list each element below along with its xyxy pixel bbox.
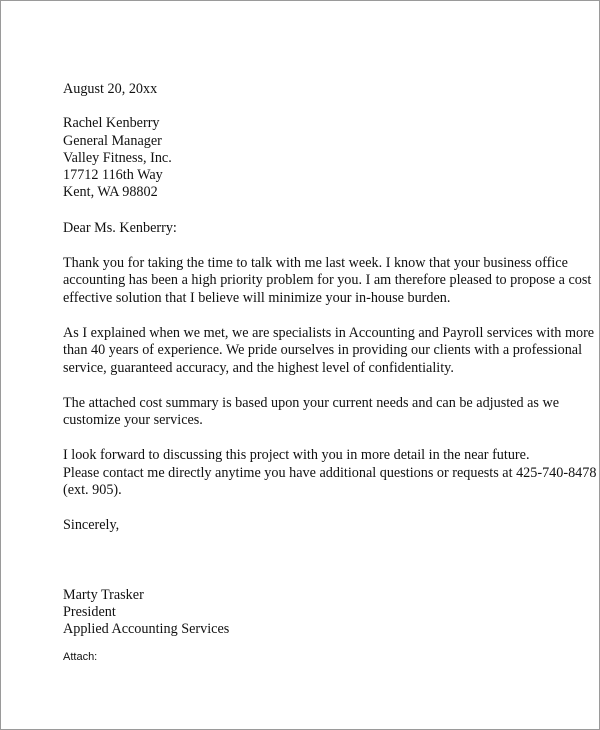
- date-text: August 20, 20xx: [63, 81, 158, 97]
- recipient-title: General Manager: [63, 132, 162, 149]
- paragraph-line: The attached cost summary is based upon your current needs and can be adjusted as we: [63, 394, 560, 411]
- paragraph-line: service, guaranteed accuracy, and the highest level of confidentiality.: [63, 359, 454, 376]
- attach-label: Attach:: [63, 650, 98, 663]
- closing: [63, 517, 583, 534]
- recipient-address-block: [63, 115, 583, 201]
- paragraph-line: effective solution that I believe will minimize your in-house burden.: [63, 289, 451, 306]
- paragraph-experience: [63, 324, 595, 377]
- sender-name: Marty Trasker: [63, 586, 144, 603]
- letter-body: [63, 81, 597, 664]
- paragraph-line: Thank you for taking the time to talk with me last week. I know that your business office: [63, 255, 568, 272]
- letter-date: [63, 81, 583, 98]
- paragraph-line: I look forward to discussing this project with you in more detail in the near future.: [63, 447, 530, 464]
- recipient-name: Rachel Kenberry: [63, 115, 160, 132]
- closing-text: Sincerely,: [63, 517, 120, 534]
- paragraph-line: Please contact me directly anytime you have additional questions or requests at 425-740-8478: [63, 464, 597, 481]
- attachment-note: [63, 650, 583, 664]
- salutation-text: Dear Ms. Kenberry:: [63, 219, 177, 236]
- paragraph-line: accounting has been a high priority problem for you. I am therefore pleased to propose a cost: [63, 272, 592, 289]
- sender-title: President: [63, 603, 116, 620]
- recipient-city: Kent, WA 98802: [63, 184, 158, 201]
- paragraph-line: than 40 years of experience. We pride ourselves in providing our clients with a professional: [63, 342, 583, 359]
- paragraph-contact: [63, 447, 597, 499]
- sender-company: Applied Accounting Services: [63, 621, 230, 638]
- recipient-company: Valley Fitness, Inc.: [63, 149, 172, 166]
- salutation: [63, 220, 583, 237]
- paragraph-line: As I explained when we met, we are specialists in Accounting and Payroll services with more: [63, 324, 595, 341]
- sender-signature-block: [63, 587, 583, 639]
- paragraph-intro: [63, 255, 592, 307]
- recipient-street: 17712 116th Way: [63, 167, 163, 184]
- paragraph-cost-summary: [63, 395, 583, 430]
- paragraph-line: (ext. 905).: [63, 482, 122, 499]
- paragraph-line: customize your services.: [63, 412, 203, 429]
